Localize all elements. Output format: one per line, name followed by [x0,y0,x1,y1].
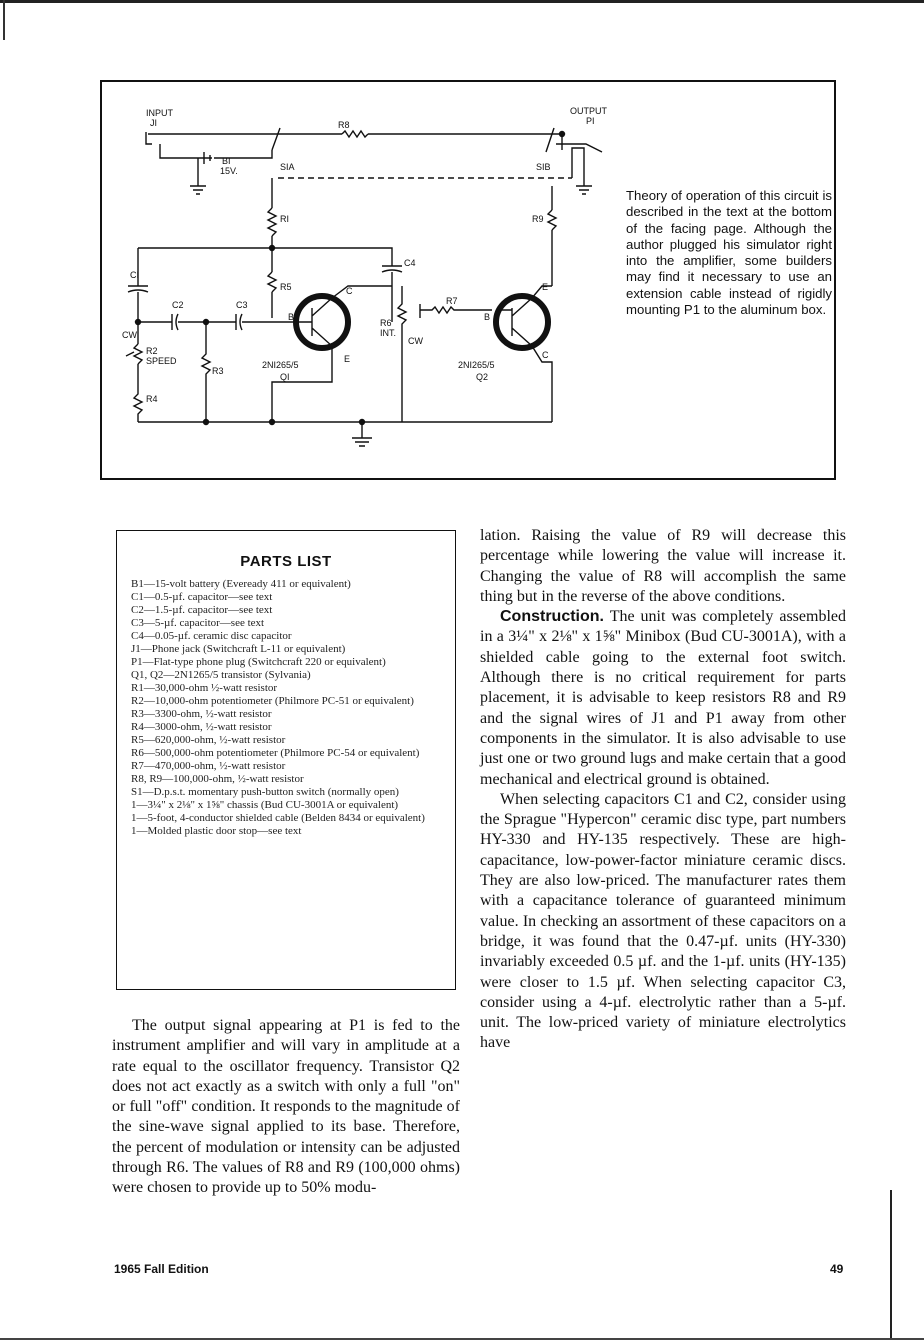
label-q1: QI [280,372,290,382]
label-r5: R5 [280,282,292,292]
parts-item: R1—30,000-ohm ½-watt resistor [131,682,278,694]
label-s1a: SIA [280,162,295,172]
right-text-column [480,526,846,1054]
label-q1-type: 2NI265/5 [262,360,299,370]
parts-item: 1—3¼" x 2⅛" x 1⅝" chassis (Bud CU-3001A or equivalent) [131,799,399,811]
parts-item: P1—Flat-type phone plug (Switchcraft 220 or equivalent) [131,656,386,668]
label-q2-type: 2NI265/5 [458,360,495,370]
parts-item: R2—10,000-ohm potentiometer (Philmore PC-51 or equivalent) [131,695,414,707]
label-c2: C2 [172,300,184,310]
schematic-figure [100,80,836,480]
label-p1: PI [586,116,595,126]
parts-item: R4—3000-ohm, ½-watt resistor [131,721,272,733]
body-paragraph: When selecting capacitors C1 and C2, consider using the Sprague "Hypercon" ceramic disc type, part numbers HY-330 and HY-135 respectively. These are high-capacitance, low-power-factor miniature ceramic discs. They are also low-priced. The manufacturer rates them with a capacitance tolerance of guaranteed minimum value. In checking an assortment of these capacitors on a bridge, it was found that the 0.47-µf. units (HY-330) invariably exceeded 0.5 µf. and the 1-µf. units (HY-135) were closer to 1.5 µf. When selecting capacitor C3, consider using a 4-µf. electrolytic rather than a 5-µf. unit. The low-priced variety of miniature electrolytics have [480,790,846,1052]
label-q2: Q2 [476,372,489,382]
label-cw-r2: CW [122,330,137,340]
label-q1-base: B [288,312,295,322]
parts-item: R6—500,000-ohm potentiometer (Philmore PC-54 or equivalent) [131,747,420,759]
parts-item: C3—5-µf. capacitor—see text [131,617,265,629]
label-speed: SPEED [146,356,177,366]
left-text-column [112,1016,460,1199]
parts-item: R5—620,000-ohm, ½-watt resistor [131,734,286,746]
construction-paragraph [480,607,846,790]
label-q1-collector: C [346,286,353,296]
label-int: INT. [380,328,397,338]
page-edge-mark [3,0,5,40]
page-bottom-rule [0,1338,924,1340]
label-q2-emitter: E [542,282,549,292]
parts-item: R8, R9—100,000-ohm, ½-watt resistor [131,773,304,785]
parts-list-title: PARTS LIST [240,553,332,570]
parts-item: Q1, Q2—2N1265/5 transistor (Sylvania) [131,669,311,681]
parts-item: C1—0.5-µf. capacitor—see text [131,591,273,603]
label-q2-collector: C [542,350,549,360]
page-top-rule [0,0,924,3]
parts-item: R3—3300-ohm, ½-watt resistor [131,708,272,720]
label-r3: R3 [212,366,224,376]
page-edge-bar [890,1190,892,1340]
parts-list-box [116,530,456,990]
label-b1-voltage: 15V. [220,166,238,176]
label-c1: CI [130,270,139,280]
label-c4: C4 [404,258,416,268]
label-r8: R8 [338,120,350,130]
parts-item: C4—0.05-µf. ceramic disc capacitor [131,630,292,642]
parts-item: 1—Molded plastic door stop—see text [131,825,302,837]
label-r9: R9 [532,214,544,224]
label-q2-base: B [484,312,491,322]
label-input: INPUT [146,108,173,118]
label-r2: R2 [146,346,158,356]
parts-item: R7—470,000-ohm, ½-watt resistor [131,760,286,772]
parts-item: S1—D.p.s.t. momentary push-button switch (normally open) [131,786,399,798]
label-r1: RI [280,214,289,224]
label-output: OUTPUT [570,106,607,116]
parts-item: C2—1.5-µf. capacitor—see text [131,604,273,616]
label-r4: R4 [146,394,158,404]
label-c3: C3 [236,300,248,310]
page-number: 49 [830,1262,844,1276]
label-b1: BI [222,156,231,166]
label-s1b: SIB [536,162,551,172]
parts-item: 1—5-foot, 4-conductor shielded cable (Belden 8434 or equivalent) [131,812,425,824]
label-r6: R6 [380,318,392,328]
parts-item: J1—Phone jack (Switchcraft L-11 or equivalent) [131,643,346,655]
figure-caption: Theory of operation of this circuit is described in the text at the bottom of the facing page. Although the author plugged his simulator right into the amplifier, some builders may find it necessary to use an extension cable instead of rigidly mounting P1 to the aluminum box. [626,188,832,318]
section-heading: Construction. [500,608,604,626]
label-j1: JI [150,118,158,128]
edition-footer: 1965 Fall Edition [114,1262,209,1276]
label-r7: R7 [446,296,458,306]
body-paragraph: The output signal appearing at P1 is fed to the instrument amplifier and will vary in amplitude at a rate equal to the oscillator frequency. Transistor Q2 does not act exactly as a switch with only a full "on" or full "off" condition. It responds to the magnitude of the sine-wave signal applied to its base. Therefore, the percent of modulation or intensity can be adjusted through R6. The values of R8 and R9 (100,000 ohms) were chosen to provide up to 50% modu- [112,1017,460,1197]
parts-list [117,578,455,838]
label-cw-r6: CW [408,336,423,346]
body-text: The unit was completely assembled in a 3¼" x 2⅛" x 1⅝" Minibox (Bud CU-3001A), with a shielded cable going to the external foot switch. Although there is no critical requirement for parts placement, it is advisable to keep resistors R8 and R9 and the signal wires of J1 and P1 away from other components in the simulator. It is also advisable to use just one or two ground lugs and make certain that a good mechanical and electrical ground is obtained. [480,608,846,788]
parts-item: B1—15-volt battery (Eveready 411 or equivalent) [131,578,351,590]
label-q1-emitter: E [344,354,351,364]
body-paragraph: lation. Raising the value of R9 will decrease this percentage while lowering the value will increase it. Changing the value of R8 will accomplish the same thing but in the reverse of the above conditions. [480,527,846,605]
